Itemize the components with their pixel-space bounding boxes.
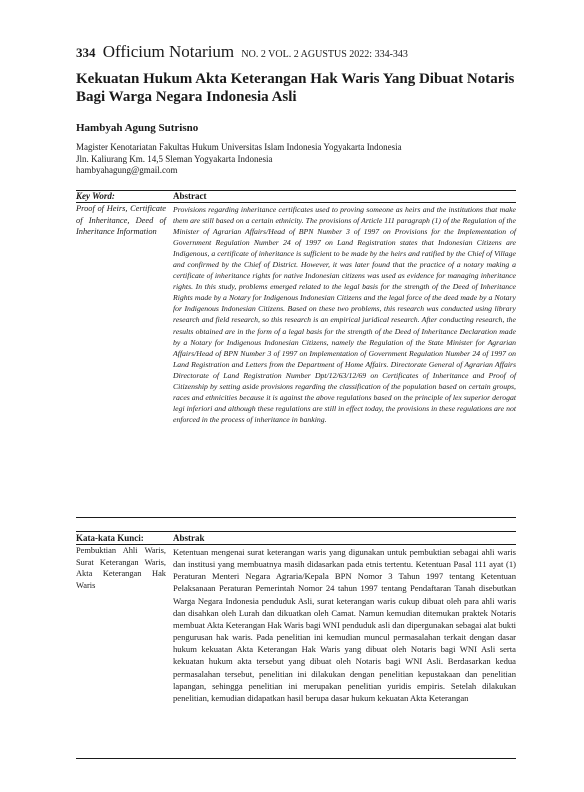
issue-info: NO. 2 VOL. 2 AGUSTUS 2022: 334-343 xyxy=(241,49,408,60)
affiliation-address: Jln. Kaliurang Km. 14,5 Sleman Yogyakarta Indonesia xyxy=(76,153,273,164)
keywords-en xyxy=(76,191,166,238)
abstract-en-text: Provisions regarding inheritance certificates used to proving someone as heirs and the institutions that make them are still based on a certain ethnicity. The provisions of Article 111 paragraph (1) of the Regulation of the Minister of Agrarian Affairs/Head of BPN Number 3 of 1997 on Provisions for the Implementation of Government Regulation Number 24 of 1997 on Land Registration states that Indonesian Citizens are Indigenous, a certificate of inheritance is sufficient to be made by the heirs and ratified by the Chief of Village and confirmed by the Chief of District. However, it was later found that the practice of a notary making a certificate of inheritance rights for native Indonesian citizens was used as evidence for managing inheritance rights. In this study, problems emerged related to the legal basis for the strength of the Deed of Inheritance Rights made by a Notary for Indigenous Indonesian Citizens and the legal force of the deed made by a Notary for Indigenous Indonesian Citizens. Based on these two problems, this research was conducted using library research and field research, so this research is an empirical juridical research. After conducting research, the results obtained are in the form of a legal basis for the strength of the Deed of Inheritance Declaration made by a Notary for Indigenous Indonesian Citizens, namely the Regulation of the State Minister for Agrarian Affairs/Head of BPN Number 3 of 1997 on Implementation of Government Regulation Number 24 of 1997 on Land Registration and Letters from the Department of Home Affairs. Directorate General of Agrarian Affairs Directorate of Land Registration Number Dpt/12/63/12/69 on Certificates of Inheritance and Proof of Citizenship by setting aside provisions regarding the classification of the population based on certain groups, races and ethnicities because it is against the above regulations based on the principle of lex superior derogat legi inferiori and although these regulations are still in effect today, the provisions in these regulations are not enforced in the process of inheritance in banking. xyxy=(173,205,516,424)
journal-name: Officium Notarium xyxy=(102,42,235,61)
keywords-en-label: Key Word: xyxy=(76,191,115,201)
keywords-en-text: Proof of Heirs, Certificate of Inheritance, Deed of Inheritance Information xyxy=(76,204,166,237)
author-affiliation xyxy=(76,142,516,177)
abstract-en xyxy=(173,191,516,425)
keywords-id xyxy=(76,533,166,591)
page-number: 334 xyxy=(76,45,96,60)
author-name: Hambyah Agung Sutrisno xyxy=(76,122,199,134)
running-header xyxy=(76,42,516,62)
affiliation-institution: Magister Kenotariatan Fakultas Hukum Universitas Islam Indonesia Yogyakarta Indonesia xyxy=(76,142,402,152)
author-email: hambyahagung@gmail.com xyxy=(76,165,178,175)
abstract-id xyxy=(173,533,516,704)
abstract-id-text: Ketentuan mengenai surat keterangan waris yang digunakan untuk pembuktian sebagai ahli waris dan institusi yang membuatnya masih didasarkan pada etnis tertentu. Ketentuan Pasal 111 ayat (1) Peraturan Menteri Negara Agraria/Kepala BPN Nomor 3 Tahun 1997 tentang Ketentuan Pelaksanaan Peraturan Pemerintah Nomor 24 tahun 1997 tentang Pendaftaran Tanah disebutkan Warga Negara Indonesia penduduk Asli, surat keterangan waris cukup dibuat oleh para ahli waris dan disahkan oleh Lurah dan dikuatkan oleh Camat. Namun kemudian ditemukan praktek Notaris membuat Akta Keterangan Hak Waris bagi WNI penduduk asli dan dipergunakan sebagai alat bukti pengurusan hak waris. Pada penelitian ini kemudian muncul permasalahan terkait dengan dasar hukum kekuatan Akta Keterangan Hak Waris yang dibuat oleh Notaris bagi WNI Asli serta kekuatan hukum akta tersebut yang dibuat oleh Notaris bagi WNI Asli. Berdasarkan kedua permasalahan tersebut, penelitian ini dilakukan dengan penelitian kepustakaan dan penelitian lapangan, sehingga penelitian ini merupakan penelitian yuridis empiris. Setelah dilakukan penelitian, kemudian didapatkan hasil berupa dasar hukum kekuatan Akta Keterangan xyxy=(173,547,516,703)
divider-section-id xyxy=(76,531,516,532)
keywords-id-label: Kata-kata Kunci: xyxy=(76,533,144,543)
abstract-id-label: Abstrak xyxy=(173,533,205,543)
abstract-en-label: Abstract xyxy=(173,191,207,201)
divider-bottom xyxy=(76,758,516,759)
article-title: Kekuatan Hukum Akta Keterangan Hak Waris Yang Dibuat Notaris Bagi Warga Negara Indonesia Asli xyxy=(76,71,515,105)
divider-mid xyxy=(76,517,516,518)
keywords-id-text: Pembuktian Ahli Waris, Surat Keterangan Waris, Akta Keterangan Hak Waris xyxy=(76,546,166,590)
